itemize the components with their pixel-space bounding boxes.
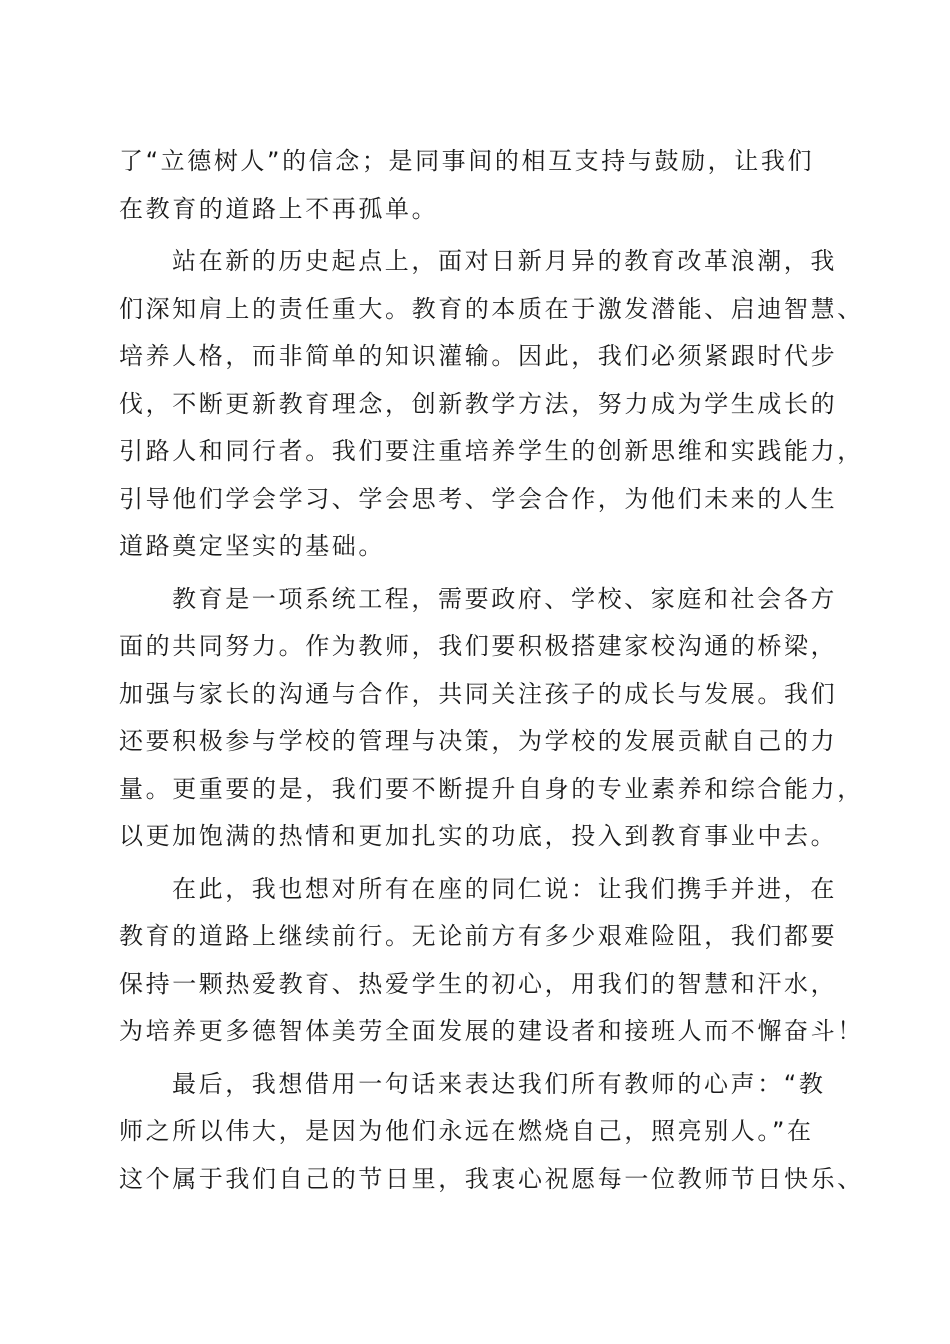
text-line: 在此，我也想对所有在座的同仁说：让我们携手并进，在 — [172, 874, 837, 903]
paragraph-5 — [119, 1061, 864, 1204]
paragraph-3 — [119, 576, 864, 861]
text-line: 站在新的历史起点上，面对日新月异的教育改革浪潮，我 — [172, 247, 837, 275]
text-line: 还要积极参与学校的管理与决策，为学校的发展贡献自己的力 — [119, 727, 838, 755]
text-line: 在教育的道路上不再孤单。 — [119, 194, 439, 223]
text-line: 引导他们学会学习、学会思考、学会合作，为他们未来的人生 — [119, 484, 838, 513]
text-line: 教育是一项系统工程，需要政府、学校、家庭和社会各方 — [172, 584, 837, 613]
text-line: 量。更重要的是，我们要不断提升自身的专业素养和综合能力， — [119, 774, 864, 803]
text-line: 加强与家长的沟通与合作，共同关注孩子的成长与发展。我们 — [119, 679, 838, 708]
document-body — [119, 138, 864, 1203]
paragraph-2 — [119, 238, 864, 571]
text-line: 这个属于我们自己的节日里，我衷心祝愿每一位教师节日快乐、 — [119, 1164, 864, 1193]
text-line: 伐，不断更新教育理念，创新教学方法，努力成为学生成长的 — [119, 389, 838, 418]
text-line: 们深知肩上的责任重大。教育的本质在于激发潜能、启迪智慧、 — [119, 294, 864, 323]
paragraph-1 — [119, 138, 829, 233]
paragraph-4 — [119, 866, 864, 1056]
text-line: 以更加饱满的热情和更加扎实的功底，投入到教育事业中去。 — [119, 822, 838, 850]
text-line: 最后，我想借用一句话来表达我们所有教师的心声：“教 — [172, 1069, 826, 1098]
text-line: 培养人格，而非简单的知识灌输。因此，我们必须紧跟时代步 — [119, 342, 838, 370]
text-line: 师之所以伟大，是因为他们永远在燃烧自己，照亮别人。”在 — [119, 1117, 814, 1145]
text-line: 教育的道路上继续前行。无论前方有多少艰难险阻，我们都要 — [119, 922, 838, 950]
text-line: 保持一颗热爱教育、热爱学生的初心，用我们的智慧和汗水， — [119, 969, 838, 998]
text-line: 了“立德树人”的信念；是同事间的相互支持与鼓励，让我们 — [119, 147, 815, 175]
text-line: 道路奠定坚实的基础。 — [119, 532, 385, 560]
text-line: 为培养更多德智体美劳全面发展的建设者和接班人而不懈奋斗！ — [119, 1017, 864, 1045]
text-line: 引路人和同行者。我们要注重培养学生的创新思维和实践能力， — [119, 437, 864, 465]
text-line: 面的共同努力。作为教师，我们要积极搭建家校沟通的桥梁， — [119, 632, 838, 660]
